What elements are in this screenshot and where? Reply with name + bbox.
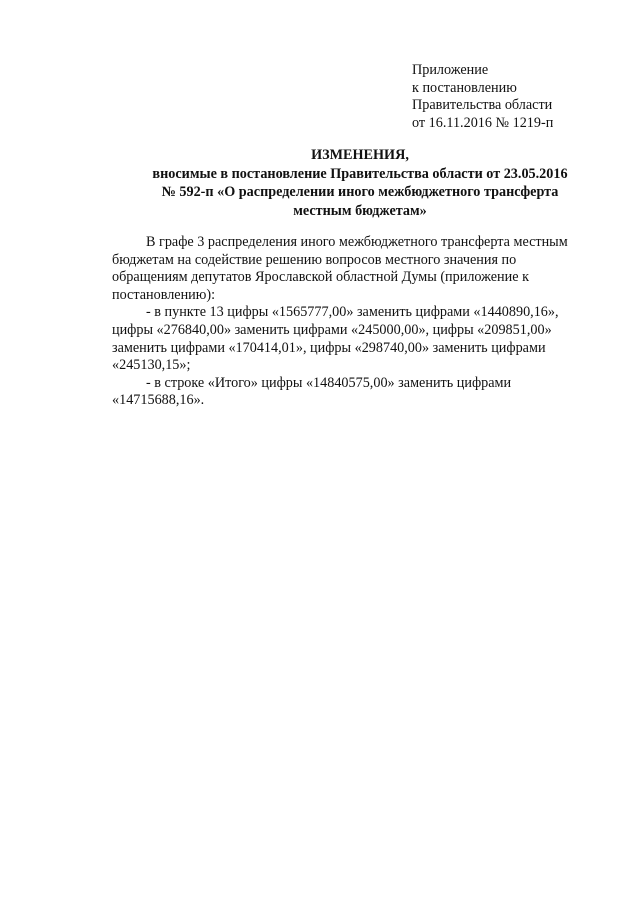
heading-title: ИЗМЕНЕНИЯ, bbox=[311, 147, 409, 163]
item13-line-2: цифры «276840,00» заменить цифрами «245000,00», цифры «209851,00» bbox=[112, 321, 552, 338]
item13-line-4: «245130,15»; bbox=[112, 357, 191, 374]
item13-line-3: заменить цифрами «170414,01», цифры «298740,00» заменить цифрами bbox=[112, 339, 546, 356]
appendix-line-3: Правительства области bbox=[412, 97, 553, 114]
item13-line-1: - в пункте 13 цифры «1565777,00» заменить цифрами «1440890,16», bbox=[146, 304, 559, 321]
paragraph-item-13 bbox=[112, 304, 612, 374]
total-line-2: «14715688,16». bbox=[112, 392, 205, 409]
heading-line-3: № 592-п «О распределении иного межбюджетного трансферта bbox=[161, 184, 559, 201]
appendix-line-4: от 16.11.2016 № 1219-п bbox=[412, 114, 554, 131]
total-line-1: - в строке «Итого» цифры «14840575,00» заменить цифрами bbox=[146, 374, 512, 391]
paragraph-total bbox=[112, 375, 612, 410]
intro-line-3: обращениям депутатов Ярославской областной Думы (приложение к bbox=[112, 269, 529, 286]
appendix-block bbox=[412, 62, 553, 132]
paragraph-intro bbox=[112, 234, 612, 304]
intro-line-2: бюджетам на содействие решению вопросов местного значения по bbox=[112, 251, 517, 268]
heading-line-4: местным бюджетам» bbox=[293, 202, 427, 219]
heading-line-2: вносимые в постановление Правительства области от 23.05.2016 bbox=[152, 165, 568, 182]
appendix-line-2: к постановлению bbox=[412, 79, 517, 96]
document-heading bbox=[100, 146, 620, 220]
intro-line-4: постановлению): bbox=[112, 286, 216, 303]
intro-line-1: В графе 3 распределения иного межбюджетного трансферта местным bbox=[146, 234, 568, 250]
appendix-line-1: Приложение bbox=[412, 62, 489, 78]
document-body bbox=[112, 234, 612, 410]
